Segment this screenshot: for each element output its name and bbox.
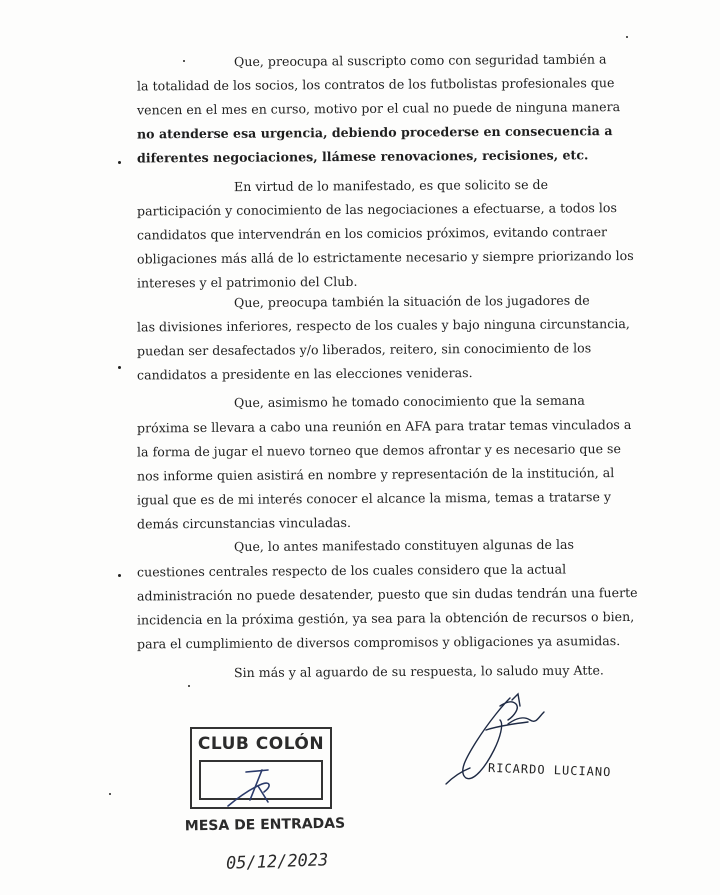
paragraph-line: Que, preocupa al suscripto como con seguridad también a	[233, 51, 607, 70]
paragraph-line: la forma de jugar el nuevo torneo que demos afrontar y es necesario que se	[136, 441, 621, 460]
paragraph-line: las divisiones inferiores, respecto de los cuales y bajo ninguna circunstancia,	[136, 315, 630, 335]
stamp-date: 05/12/2023	[225, 850, 329, 874]
paragraph-line: vencen en el mes en curso, motivo por el cual no puede de ninguna manera	[136, 99, 621, 118]
paragraph-line: participación y conocimiento de las negociaciones a efectuarse, a todos los	[136, 200, 617, 219]
stamp-initials-mark	[228, 770, 269, 806]
paragraph-line: diferentes negociaciones, llámese renovaciones, recisiones, etc.	[136, 147, 589, 166]
paragraph-line: la totalidad de los socios, los contratos de los futbolistas profesionales que	[136, 75, 615, 94]
paragraph-line: igual que es de mi interés conocer el alcance la misma, temas a tratarse y	[136, 489, 612, 508]
paragraph-line: próxima se llevara a cabo una reunión en AFA para tratar temas vinculados a	[136, 416, 632, 436]
paragraph-line: para el cumplimiento de diversos compromisos y obligaciones ya asumidas.	[136, 633, 621, 652]
paragraph-line: incidencia en la próxima gestión, ya sea para la obtención de recursos o bien,	[136, 608, 635, 628]
paragraph-line: cuestiones centrales respecto de los cuales considero que la actual	[136, 561, 567, 580]
paragraph-line: Que, preocupa también la situación de los jugadores de	[233, 292, 590, 311]
stamp-footer: MESA DE ENTRADAS	[184, 815, 346, 835]
paragraph-line: Que, lo antes manifestado constituyen algunas de las	[233, 536, 574, 555]
closing-line: Sin más y al aguardo de su respuesta, lo saludo muy Atte.	[233, 662, 604, 681]
paragraph-line: En virtud de lo manifestado, es que solicito se de	[233, 176, 549, 195]
paragraph-line: administración no puede desatender, puesto que sin dudas tendrán una fuerte	[136, 584, 638, 604]
paragraph-line: no atenderse esa urgencia, debiendo procederse en consecuencia a	[136, 123, 613, 142]
paragraph-line: nos informe quien asistirá en nombre y representación de la institución, al	[136, 465, 615, 484]
paragraph-line: obligaciones más allá de lo estrictamente necesario y siempre priorizando los	[136, 247, 634, 267]
paragraph-line: intereses y el patrimonio del Club.	[136, 273, 358, 291]
paragraph-line: Que, asimismo he tomado conocimiento que la semana	[233, 392, 585, 411]
paragraph-line: candidatos a presidente en las elecciones venideras.	[136, 365, 473, 383]
paragraph-line: puedan ser desafectados y/o liberados, reitero, sin conocimiento de los	[136, 340, 592, 359]
paragraph-line: demás circunstancias vinculadas.	[136, 514, 352, 532]
paragraph-line: candidatos que intervendrán en los comicios próximos, evitando contraer	[136, 224, 608, 243]
stamp-title: CLUB COLÓN	[197, 734, 325, 754]
signature-name: RICARDO LUCIANO	[487, 760, 612, 780]
